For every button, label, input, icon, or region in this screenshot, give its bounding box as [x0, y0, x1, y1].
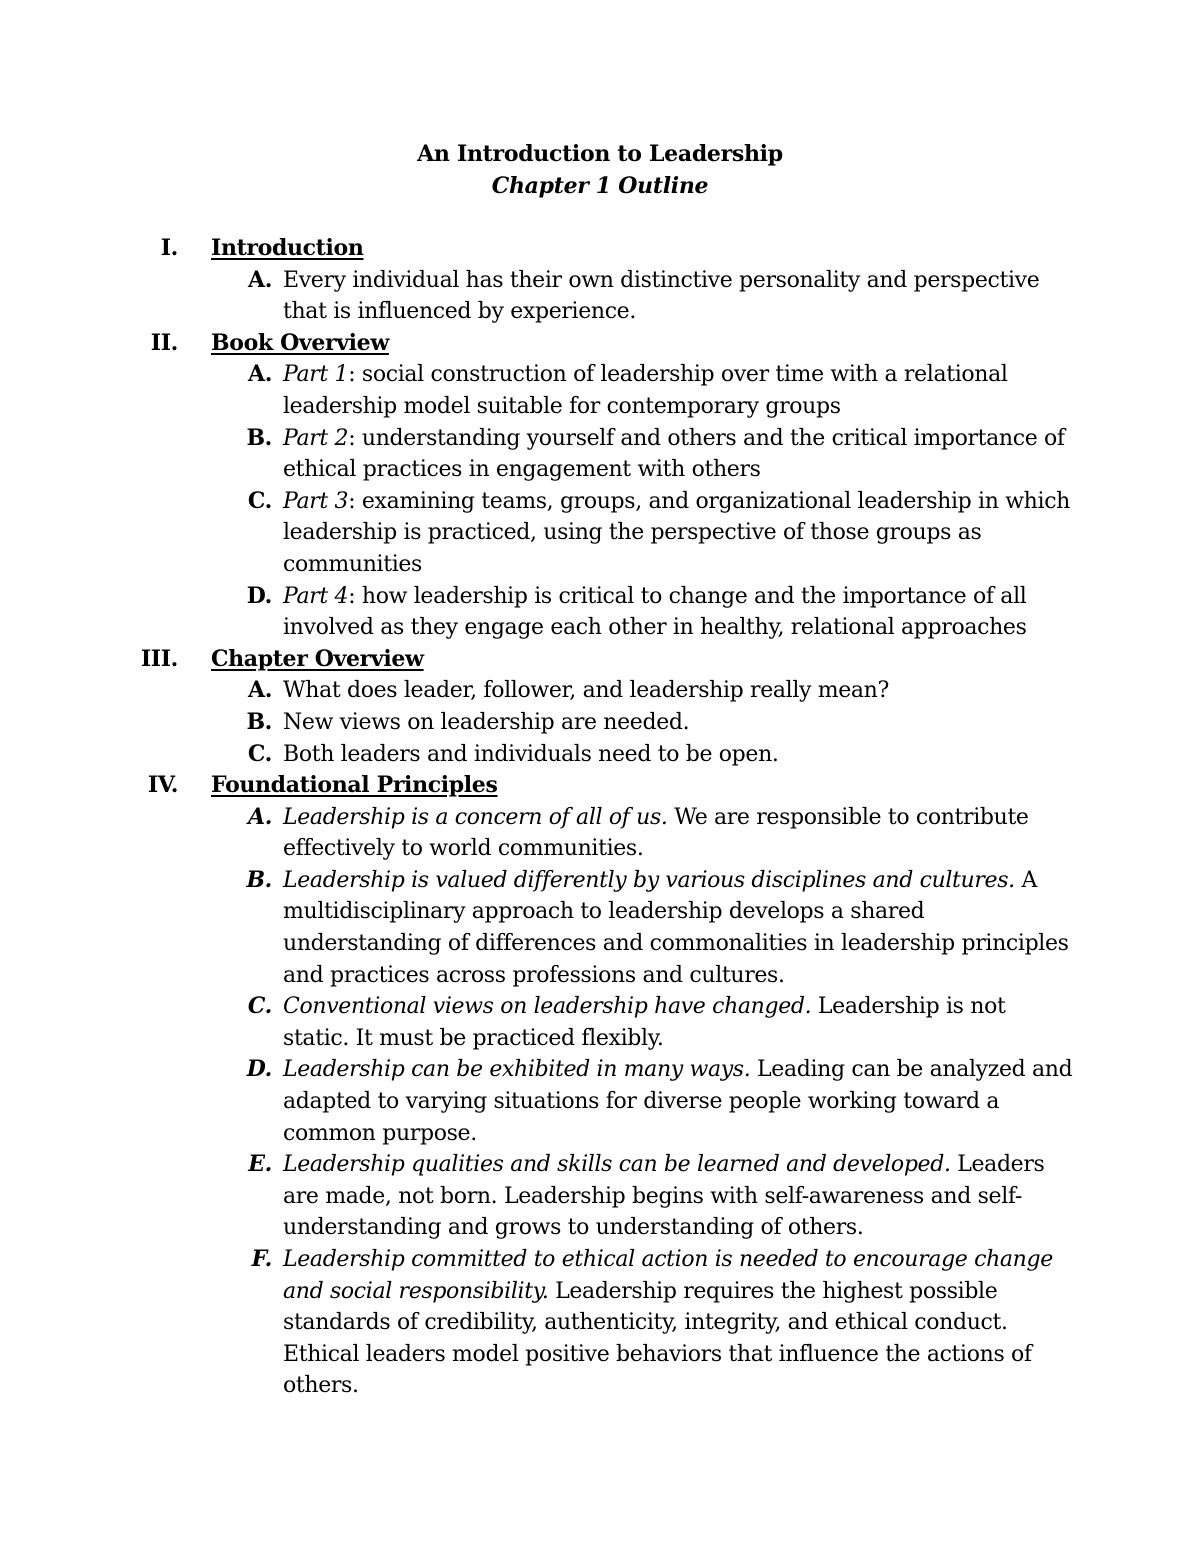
- section-heading: [0, 233, 1200, 265]
- item-letter: B.: [246, 708, 272, 735]
- item-letter: C.: [247, 740, 272, 767]
- item-lead: Part 2: [283, 425, 349, 451]
- item-letter: D.: [246, 1056, 272, 1083]
- section-title: Book Overview: [211, 329, 389, 356]
- item-lead: Part 1: [283, 362, 349, 388]
- outline-item: [0, 675, 1200, 707]
- item-letter: A.: [247, 266, 272, 293]
- document-subtitle: Chapter 1 Outline: [491, 173, 709, 199]
- item-lead: Leadership qualities and skills can be learned and developed.: [283, 1152, 951, 1178]
- outline-item: [0, 739, 1200, 771]
- item-text: [283, 865, 1073, 991]
- section-title: Foundational Principles: [211, 772, 498, 799]
- section-heading: [0, 328, 1200, 360]
- item-lead: Part 3: [283, 488, 349, 514]
- item-body: A multidisciplinary approach to leadership develops a shared understanding of differences and commonalities in leadership principles and practices across professions and cultures.: [283, 867, 1069, 988]
- item-text: [283, 1149, 1073, 1244]
- outline-item: [0, 581, 1200, 644]
- item-lead: Leadership can be exhibited in many ways.: [283, 1057, 751, 1083]
- item-letter: D.: [246, 582, 272, 609]
- item-text: [283, 802, 1073, 865]
- item-text: [283, 359, 1073, 422]
- item-text: [283, 739, 1073, 771]
- item-body: New views on leadership are needed.: [283, 709, 690, 735]
- item-lead: Leadership committed to ethical action is needed to encourage change and social responsibility.: [283, 1247, 1053, 1304]
- section-title: Chapter Overview: [211, 645, 424, 672]
- item-letter: A.: [247, 677, 272, 704]
- item-text: [283, 423, 1073, 486]
- outline-item: [0, 1244, 1200, 1402]
- section-heading: [0, 770, 1200, 802]
- outline-item: [0, 991, 1200, 1054]
- section-title: Introduction: [211, 235, 364, 261]
- item-text: [283, 675, 1073, 707]
- item-body: Leading can be analyzed and adapted to varying situations for diverse people working toward a common purpose.: [283, 1057, 1073, 1146]
- item-letter: C.: [247, 993, 272, 1020]
- outline-item: [0, 359, 1200, 422]
- section-heading: [0, 644, 1200, 676]
- item-body: Both leaders and individuals need to be open.: [283, 741, 779, 767]
- section-numeral: II.: [150, 329, 178, 356]
- item-body: Every individual has their own distinctive personality and perspective that is influenced by experience.: [283, 267, 1040, 325]
- item-body: : how leadership is critical to change and the importance of all involved as they engage each other in healthy, relational approaches: [283, 583, 1027, 641]
- item-text: [283, 486, 1073, 581]
- item-body: : examining teams, groups, and organizational leadership in which leadership is practiced, using the perspective of those groups as communities: [283, 488, 1070, 577]
- section-numeral: I.: [160, 235, 178, 261]
- item-text: [283, 1054, 1073, 1149]
- outline-item: [0, 1149, 1200, 1244]
- item-letter: C.: [247, 487, 272, 514]
- outline-item: [0, 802, 1200, 865]
- item-body: Leadership is not static. It must be practiced flexibly.: [283, 994, 1006, 1051]
- item-letter: A.: [247, 361, 272, 388]
- item-body: Leadership requires the highest possible standards of credibility, authenticity, integrity, and ethical conduct. Ethical leaders model positive behaviors that influence the actions of others.: [283, 1278, 1032, 1399]
- outline-item: [0, 865, 1200, 991]
- outline-item: [0, 265, 1200, 328]
- outline-item: [0, 1054, 1200, 1149]
- item-letter: E.: [248, 1151, 272, 1178]
- item-lead: Part 4: [283, 583, 349, 609]
- item-body: Leaders are made, not born. Leadership begins with self-awareness and self-understanding and grows to understanding of others.: [283, 1152, 1045, 1241]
- section-numeral: IV.: [147, 772, 178, 799]
- outline-item: [0, 486, 1200, 581]
- item-letter: B.: [246, 424, 272, 451]
- item-lead: Conventional views on leadership have changed.: [283, 994, 812, 1020]
- item-letter: F.: [251, 1246, 272, 1272]
- item-lead: Leadership is valued differently by various disciplines and cultures.: [283, 867, 1015, 893]
- outline-item: [0, 707, 1200, 739]
- item-body: : social construction of leadership over time with a relational leadership model suitable for contemporary groups: [283, 362, 1008, 419]
- title-block: [0, 138, 1200, 202]
- item-text: [283, 707, 1073, 739]
- item-lead: Leadership is a concern of all of us.: [283, 804, 668, 830]
- item-body: What does leader, follower, and leadership really mean?: [283, 678, 889, 704]
- section-numeral: III.: [140, 645, 178, 672]
- item-letter: A.: [247, 803, 272, 830]
- document-title: An Introduction to Leadership: [417, 141, 783, 167]
- item-body: : understanding yourself and others and the critical importance of ethical practices in engagement with others: [283, 425, 1065, 483]
- item-text: [283, 991, 1073, 1054]
- item-body: We are responsible to contribute effectively to world communities.: [283, 804, 1029, 862]
- outline-item: [0, 423, 1200, 486]
- item-text: [283, 265, 1073, 328]
- item-letter: B.: [246, 866, 272, 893]
- item-text: [283, 581, 1073, 644]
- outline: [0, 233, 1200, 1402]
- item-text: [283, 1244, 1073, 1402]
